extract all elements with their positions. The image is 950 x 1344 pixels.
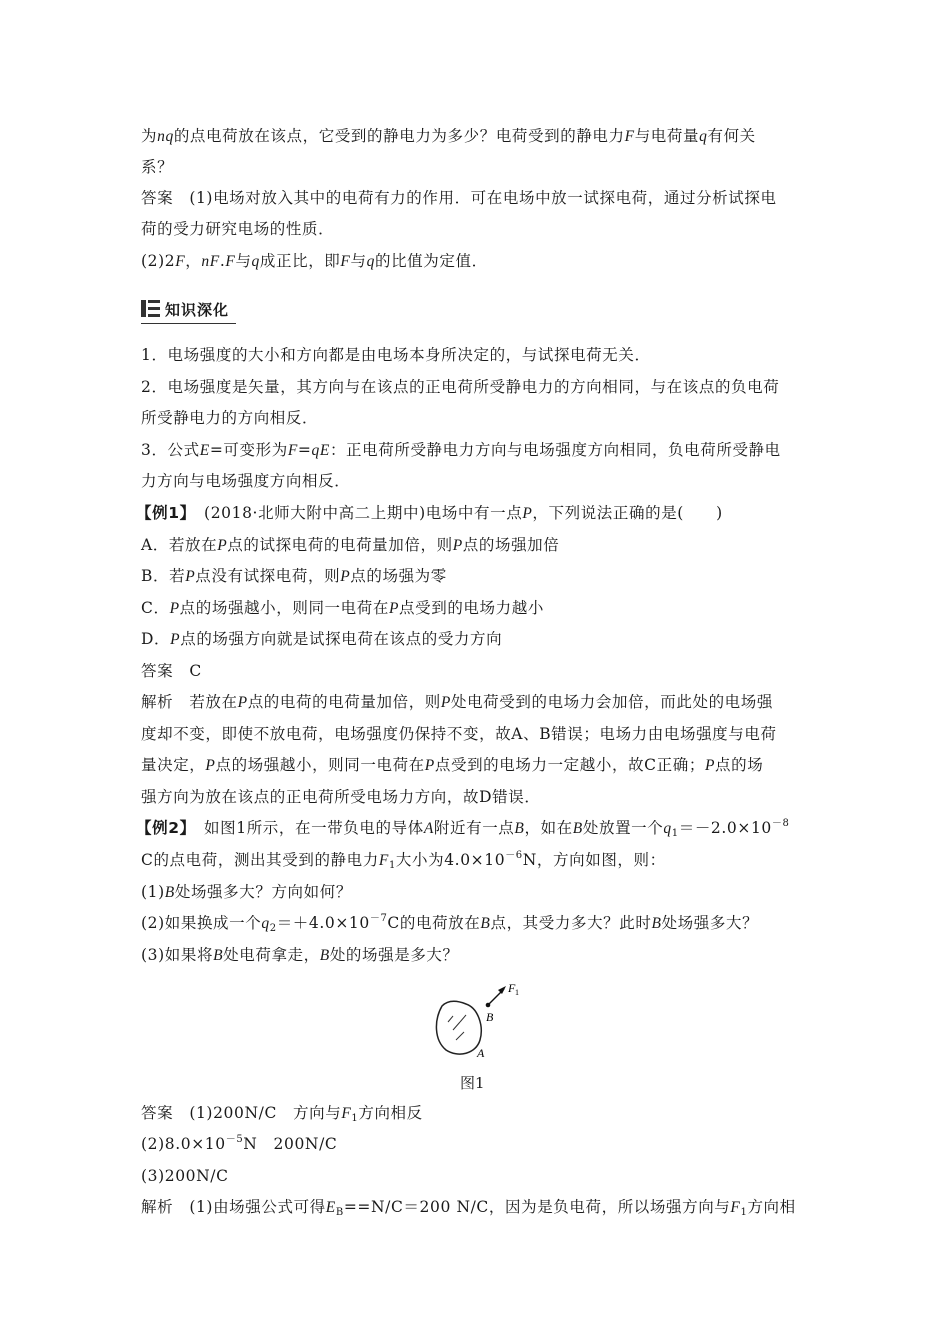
text-line: 所受静电力的方向相反．: [141, 409, 319, 427]
label-f1: F: [508, 981, 516, 995]
answer-line: 答案 (1)电场对放入其中的电荷有力的作用．可在电场中放一试探电荷，通过分析试探电: [141, 189, 777, 207]
question-2: (2)如果换成一个$q_2=+4.0\times 10^{-7}C$的电荷放在B点，其受力多大？此时B处场强多大？: [141, 913, 759, 934]
option-a: A．若放在P点的试探电荷的电荷量加倍，则P点的场强加倍: [141, 536, 560, 554]
text-line: 力方向与电场强度方向相反．: [141, 472, 351, 490]
example-1-explanation: 解析 若放在P点的电荷的电荷量加倍，则P处电荷受到的电场力会加倍，而此处的电场强: [141, 693, 773, 711]
text-line: 量决定，P点的场强越小，则同一电荷在P点受到的电场力一定越小，故C正确；P点的场: [141, 756, 764, 774]
point-2: 2．电场强度是矢量，其方向与在该点的正电荷所受静电力的方向相同，与在该点的负电荷: [141, 378, 780, 396]
label-a: A: [477, 1046, 485, 1060]
label-f1-sub: 1: [515, 988, 519, 997]
example-2-stem: 【例2】 如图1所示，在一带负电的导体A附近有一点B，如在B处放置一个$q_1=-2.0\times 10^{-8}$: [136, 818, 790, 839]
charge-mark: [456, 1032, 464, 1040]
text-line: 强方向为放在该点的正电荷所受电场力方向，故D错误．: [141, 788, 541, 806]
charge-mark: [460, 1015, 466, 1022]
conductor-outline: [436, 1001, 481, 1054]
option-b: B．若P点没有试探电荷，则P点的场强为零: [141, 567, 447, 585]
question-1: (1)B处场强多大？方向如何？: [141, 883, 352, 901]
example-1-stem: 【例1】 (2018·北师大附中高二上期中)电场中有一点P，下列说法正确的是( ): [136, 504, 723, 522]
figure-caption: 图1: [460, 1074, 485, 1092]
text-line: C的点电荷，测出其受到的静电力$F_1$大小为$4.0\times 10^{-6}N$，方向如图，则：: [141, 850, 666, 871]
option-d: D．P点的场强方向就是试探电荷在该点的受力方向: [141, 630, 503, 648]
point-1: 1．电场强度的大小和方向都是由电场本身所决定的，与试探电荷无关．: [141, 346, 651, 364]
section-header: [141, 297, 236, 324]
force-arrow-head: [498, 986, 506, 994]
text-line: (2)2F，nF.F与q成正比，即F与q的比值为定值．: [141, 252, 488, 270]
example-2-answer: 答案 (1)200N/C 方向与$F_1$方向相反: [141, 1104, 423, 1124]
section-bars-icon: [141, 300, 160, 317]
example-2-explanation: 解析 (1)由场强公式可得$E_B==N/C=200$ N/C，因为是负电荷，所以场强方向与$F_1$方向相: [141, 1198, 796, 1218]
label-b: B: [486, 1010, 494, 1024]
option-c: C．P点的场强越小，则同一电荷在P点受到的电场力越小: [141, 599, 544, 617]
question-3: (3)如果将B处电荷拿走，B处的场强是多大？: [141, 946, 459, 964]
text-line: 度却不变，即使不放电荷，电场强度仍保持不变，故A、B错误；电场力由电场强度与电荷: [141, 725, 777, 743]
point-3: 3．公式E=可变形为F=qE：正电荷所受静电力方向与电场强度方向相同，负电荷所受静电: [141, 441, 781, 459]
section-title: 知识深化: [165, 301, 230, 319]
charge-mark: [453, 1022, 460, 1030]
figure-1: [420, 978, 530, 1064]
answer-2: $(2)8.0\times 10^{-5}N$ 200N/C: [141, 1134, 338, 1153]
answer-3: (3)200N/C: [141, 1167, 229, 1185]
example-1-answer: 答案 C: [141, 662, 202, 680]
charge-mark: [448, 1016, 453, 1022]
text-line: 荷的受力研究电场的性质．: [141, 220, 335, 238]
text-line: 系？: [141, 158, 174, 176]
text-line: 为nq的点电荷放在该点，它受到的静电力为多少？电荷受到的静电力F与电荷量q有何关: [141, 127, 756, 145]
conductor-diagram: [420, 978, 530, 1064]
